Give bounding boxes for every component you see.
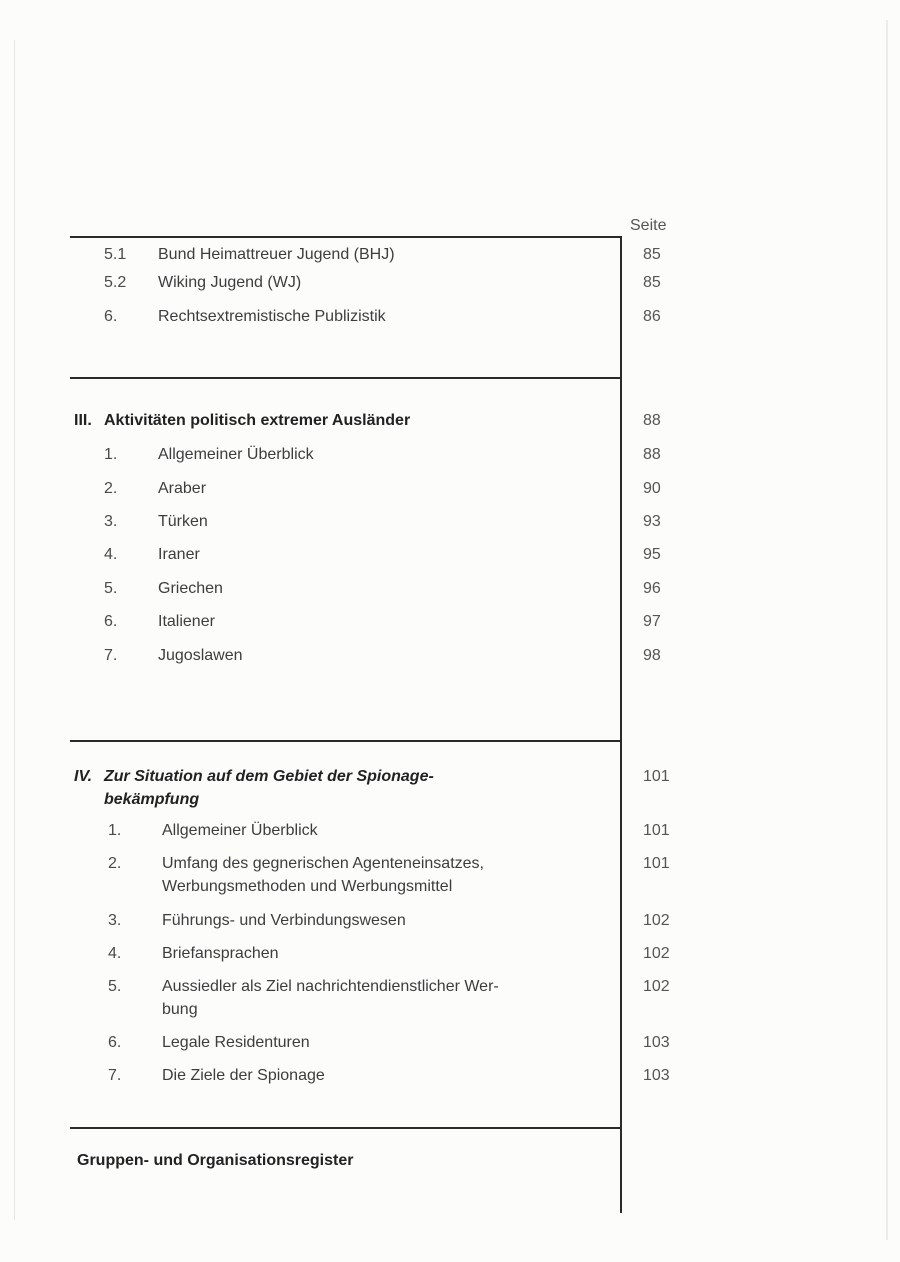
- entry-title: Die Ziele der Spionage: [162, 1067, 325, 1084]
- chapter-title-line1: Zur Situation auf dem Gebiet der Spionage-: [104, 768, 434, 785]
- chapter-title: Aktivitäten politisch extremer Ausländer: [104, 412, 411, 429]
- entry-title: Aussiedler als Ziel nachrichtendienstlicher Wer-: [162, 978, 499, 995]
- entry-number: 4.: [104, 546, 118, 563]
- entry-number: 6.: [104, 308, 118, 325]
- entry-number: 5.2: [104, 274, 127, 291]
- entry-page: 97: [643, 613, 661, 630]
- entry-title-line2: Werbungsmethoden und Werbungsmittel: [162, 878, 453, 895]
- entry-page: 101: [643, 822, 670, 839]
- column-divider-a: [620, 236, 622, 378]
- divider-register: [70, 1127, 622, 1129]
- entry-number: 2.: [108, 855, 122, 872]
- entry-title: Jugoslawen: [158, 647, 243, 664]
- entry-page: 90: [643, 480, 661, 497]
- entry-number: 6.: [104, 613, 118, 630]
- page-column-header: Seite: [630, 217, 667, 234]
- page-edge-left: [14, 40, 15, 1220]
- entry-number: 5.1: [104, 246, 127, 263]
- entry-page: 101: [643, 855, 670, 872]
- register-heading: Gruppen- und Organisationsregister: [77, 1152, 354, 1169]
- entry-title: Araber: [158, 480, 207, 497]
- entry-title: Wiking Jugend (WJ): [158, 274, 302, 291]
- column-divider-b: [620, 377, 622, 743]
- entry-title: Türken: [158, 513, 208, 530]
- chapter-page: 88: [643, 412, 661, 429]
- entry-page: 102: [643, 978, 670, 995]
- entry-number: 6.: [108, 1034, 122, 1051]
- entry-title: Italiener: [158, 613, 215, 630]
- divider-top: [70, 236, 622, 238]
- entry-page: 95: [643, 546, 661, 563]
- divider-chapter-3: [70, 377, 622, 379]
- entry-page: 98: [643, 647, 661, 664]
- entry-page: 85: [643, 274, 661, 291]
- entry-number: 5.: [108, 978, 122, 995]
- entry-title: Iraner: [158, 546, 200, 563]
- entry-page: 93: [643, 513, 661, 530]
- entry-title: Allgemeiner Überblick: [162, 822, 318, 839]
- chapter-number: IV.: [74, 768, 93, 785]
- entry-page: 88: [643, 446, 661, 463]
- entry-title: Allgemeiner Überblick: [158, 446, 314, 463]
- column-divider-d: [620, 1127, 622, 1213]
- chapter-page: 101: [643, 768, 670, 785]
- chapter-number: III.: [74, 412, 92, 429]
- entry-number: 7.: [108, 1067, 122, 1084]
- entry-page: 102: [643, 912, 670, 929]
- entry-number: 4.: [108, 945, 122, 962]
- entry-number: 3.: [104, 513, 118, 530]
- chapter-title-line2: bekämpfung: [104, 791, 200, 808]
- entry-title: Griechen: [158, 580, 223, 597]
- entry-page: 85: [643, 246, 661, 263]
- entry-title-line2: bung: [162, 1001, 198, 1018]
- entry-title: Bund Heimattreuer Jugend (BHJ): [158, 246, 395, 263]
- page-edge-right: [886, 20, 888, 1240]
- entry-title: Briefansprachen: [162, 945, 279, 962]
- entry-page: 103: [643, 1034, 670, 1051]
- entry-number: 5.: [104, 580, 118, 597]
- entry-number: 1.: [108, 822, 122, 839]
- entry-title: Rechtsextremistische Publizistik: [158, 308, 386, 325]
- entry-number: 2.: [104, 480, 118, 497]
- divider-chapter-4: [70, 740, 622, 742]
- entry-title: Führungs- und Verbindungswesen: [162, 912, 406, 929]
- entry-page: 102: [643, 945, 670, 962]
- entry-page: 103: [643, 1067, 670, 1084]
- entry-number: 1.: [104, 446, 118, 463]
- entry-number: 7.: [104, 647, 118, 664]
- column-divider-c: [620, 740, 622, 1130]
- entry-page: 86: [643, 308, 661, 325]
- entry-number: 3.: [108, 912, 122, 929]
- entry-title: Legale Residenturen: [162, 1034, 310, 1051]
- entry-title: Umfang des gegnerischen Agenteneinsatzes,: [162, 855, 484, 872]
- entry-page: 96: [643, 580, 661, 597]
